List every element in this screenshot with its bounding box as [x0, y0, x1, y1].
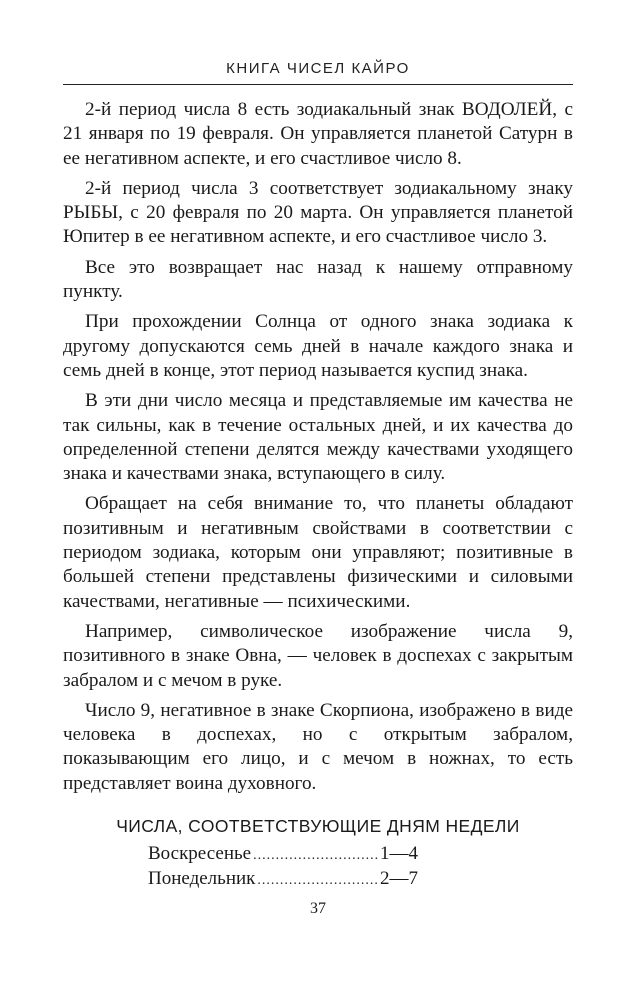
table-row [148, 843, 418, 868]
page-number: 37 [310, 900, 326, 917]
paragraph-cusp: При прохождении Солнца от одного знака зодиака к другому допускаются семь дней в начале каждого знака и семь дней в конце, этот период называется куспид знака. [63, 311, 573, 381]
section-heading: ЧИСЛА, СООТВЕТСТВУЮЩИЕ ДНЯМ НЕДЕЛИ [116, 816, 520, 836]
day-name: Понедельник [148, 867, 256, 889]
number-range: 1—4 [380, 843, 418, 864]
paragraph-planets: Обращает на себя внимание то, что планеты обладают позитивным и негативным свойствами в соответствии с периодом зодиака, которым они управляют; позитивные в большей степени представлены физическими и силовыми качествами, негативные — психическими. [63, 493, 573, 612]
paragraph-return: Все это возвращает нас назад к нашему отправному пункту. [63, 256, 573, 303]
running-head: КНИГА ЧИСЕЛ КАЙРО [226, 60, 410, 77]
paragraph-aquarius: 2-й период числа 8 есть зодиакальный знак ВОДОЛЕЙ, с 21 января по 19 февраля. Он управляется планетой Сатурн в ее негативном аспекте, и его счастливое число 8. [63, 99, 573, 169]
table-row [148, 868, 418, 893]
paragraph-pisces: 2-й период числа 3 соответствует зодиакальному знаку РЫБЫ, с 20 февраля по 20 марта. Он управляется планетой Юпитер в ее негативном аспекте, и его счастливое число 3. [63, 177, 573, 248]
dot-leader [253, 845, 378, 868]
number-range: 2—7 [380, 867, 418, 889]
paragraph-example-aries: Например, символическое изображение числа 9, позитивного в знаке Овна, — человек в доспехах с закрытым забралом и с мечом в руке. [63, 620, 573, 691]
header-rule [63, 84, 573, 85]
paragraph-example-scorpio: Число 9, негативное в знаке Скорпиона, изображено в виде человека в доспехах, но с открытым забралом, показывающим его лицо, и с мечом в ножнах, то есть представляет воина духовного. [63, 699, 573, 794]
day-name: Воскресенье [148, 843, 252, 864]
day-number-table [148, 843, 418, 892]
dot-leader [257, 870, 378, 893]
paragraph-cusp-days: В эти дни число месяца и представляемые им качества не так сильны, как в течение остальных дней, и их качества до определенной степени делятся между качествами уходящего знака и качествами знака, вступающего в силу. [63, 390, 573, 485]
body-text [63, 98, 573, 796]
